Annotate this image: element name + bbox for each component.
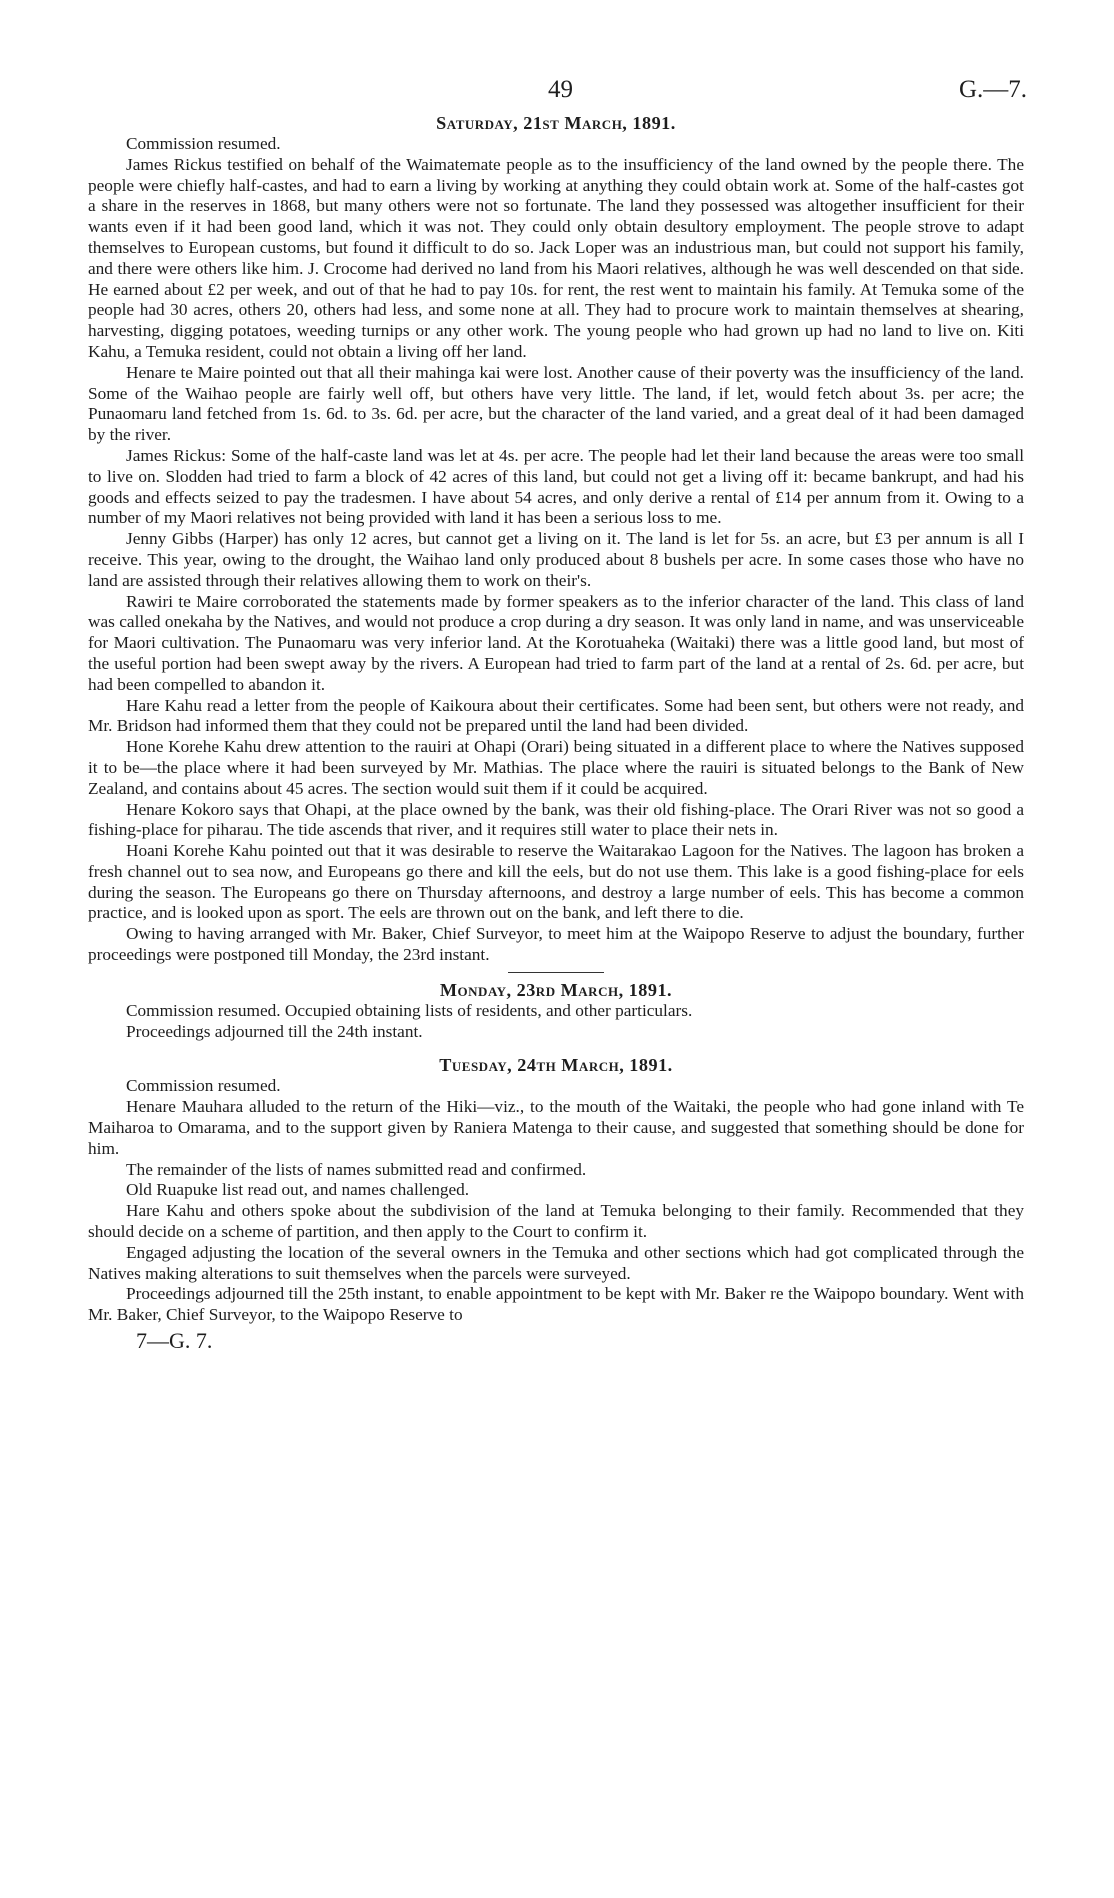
spacer bbox=[88, 1042, 1024, 1054]
paragraph: Jenny Gibbs (Harper) has only 12 acres, but cannot get a living on it. The land is let for 5s. an acre, but £3 per annum is all I receive. This year, owing to the drought, the Waihao land only produced about 8 bushels per acre. In some cases those who have no land are assisted through their relatives allowing them to work on their's. bbox=[88, 529, 1024, 590]
paragraph: Hare Kahu and others spoke about the subdivision of the land at Temuka belonging to their family. Recommended that they should decide on a scheme of partition, and then apply to the Court to confirm it. bbox=[88, 1201, 1024, 1242]
paragraph: Proceedings adjourned till the 25th instant, to enable appointment to be kept with Mr. Baker re the Waipopo boundary. Went with Mr. Baker, Chief Surveyor, to the Waipopo Reserve to bbox=[88, 1284, 1024, 1325]
paragraph: Engaged adjusting the location of the several owners in the Temuka and other sections which had got complicated through the Natives making alterations to suit themselves when the parcels were surveyed. bbox=[88, 1242, 1024, 1283]
document-page bbox=[88, 68, 1027, 1354]
paragraph: Old Ruapuke list read out, and names challenged. bbox=[126, 1180, 470, 1200]
paragraph: Commission resumed. bbox=[126, 134, 281, 153]
paragraph: Hoani Korehe Kahu pointed out that it was desirable to reserve the Waitarakao Lagoon for the Natives. The lagoon has broken a fresh channel out to sea now, and Europeans go there and kill the eels, but do not use them. This lake is a good fishing-place for eels during the season. The Europeans go there on Thursday afternoons, and destroy a large number of eels. This has become a common practice, and is looked upon as sport. The eels are thrown out on the bank, and left there to die. bbox=[88, 841, 1024, 923]
paragraph: Henare Kokoro says that Ohapi, at the place owned by the bank, was their old fishing-place. The Orari River was not so good a fishing-place for piharau. The tide ascends that river, and it requires still water to place their nets in. bbox=[88, 799, 1024, 840]
paragraph: Commission resumed. Occupied obtaining lists of residents, and other particulars. bbox=[126, 1000, 693, 1020]
section-monday bbox=[88, 979, 1024, 1043]
section-tuesday bbox=[88, 1054, 1024, 1326]
paper-reference: G.—7. bbox=[958, 76, 1027, 103]
paragraph: Henare Mauhara alluded to the return of the Hiki—viz., to the mouth of the Waitaki, the people who had gone inland with Te Maiharoa to Omarama, and to the support given by Raniera Matenga to their cause, and suggested that something should be done for him. bbox=[88, 1097, 1024, 1158]
paragraph: Commission resumed. bbox=[126, 1076, 281, 1096]
signature-mark: 7—G. 7. bbox=[136, 1328, 213, 1354]
page-number: 49 bbox=[548, 76, 573, 103]
section-date-heading: Tuesday, 24th March, 1891. bbox=[439, 1055, 673, 1076]
section-divider bbox=[508, 972, 604, 973]
paragraph: Rawiri te Maire corroborated the statements made by former speakers as to the inferior character of the land. This class of land was called onekaha by the Natives, and would not produce a crop during a dry season. It was only land in name, and was unserviceable for Maori cultivation. The Punaomaru was very inferior land. At the Korotuaheka (Waitaki) there was a little good land, but most of the useful portion had been swept away by the rivers. A European had tried to farm part of the land at a rental of 2s. 6d. per acre, but had been compelled to abandon it. bbox=[88, 591, 1024, 694]
section-date-heading: Saturday, 21st March, 1891. bbox=[436, 113, 676, 133]
paragraph: Hone Korehe Kahu drew attention to the rauiri at Ohapi (Orari) being situated in a different place to where the Natives supposed it to be—the place where it had been surveyed by Mr. Mathias. The place where the rauiri is situated belongs to the Bank of New Zealand, and contains about 45 acres. The section would suit them if it could be acquired. bbox=[88, 737, 1024, 798]
paragraph: Henare te Maire pointed out that all their mahinga kai were lost. Another cause of their poverty was the insufficiency of the land. Some of the Waihao people are fairly well off, but others have very little. The land, if let, would fetch about 3s. per acre; the Punaomaru land fetched from 1s. 6d. to 3s. 6d. per acre, but the character of the land varied, and a great deal of it had been damaged by the river. bbox=[88, 362, 1024, 445]
paragraph: The remainder of the lists of names submitted read and confirmed. bbox=[126, 1159, 587, 1179]
paragraph: Proceedings adjourned till the 24th instant. bbox=[126, 1021, 423, 1041]
paragraph: Hare Kahu read a letter from the people of Kaikoura about their certificates. Some had been sent, but others were not ready, and Mr. Bridson had informed them that they could not be prepared until the land had been divided. bbox=[88, 695, 1024, 736]
running-header bbox=[88, 68, 1027, 112]
paragraph: Owing to having arranged with Mr. Baker, Chief Surveyor, to meet him at the Waipopo Reserve to adjust the boundary, further proceedings were postponed till Monday, the 23rd instant. bbox=[88, 924, 1024, 965]
paragraph: James Rickus testified on behalf of the Waimatemate people as to the insufficiency of the land owned by the people there. The people were chiefly half-castes, and had to earn a living by working at anything they could obtain work at. Some of the half-castes got a share in the reserves in 1868, but many others were not so fortunate. The land they possessed was altogether insufficient for their wants even if it had been good land, which it was not. They could only obtain desultory employment. The people strove to adapt themselves to European customs, but found it difficult to do so. Jack Loper was an industrious man, but could not support his family, and there were others like him. J. Crocome had derived no land from his Maori relatives, although he was well descended on that side. He earned about £2 per week, and out of that he had to pay 10s. for rent, the rest went to maintain his family. At Temuka some of the people had 30 acres, others 20, others had less, and some none at all. They had to procure work to maintain themselves at shearing, harvesting, digging potatoes, weeding turnips or any other work. The young people who had grown up had no land to live on. Kiti Kahu, a Temuka resident, could not obtain a living off her land. bbox=[88, 154, 1024, 361]
section-date-heading: Monday, 23rd March, 1891. bbox=[439, 979, 673, 1000]
section-saturday bbox=[88, 112, 1024, 966]
paragraph: James Rickus: Some of the half-caste land was let at 4s. per acre. The people had let their land because the areas were too small to live on. Slodden had tried to farm a block of 42 acres of this land, but could not get a living off it: became bankrupt, and had his goods and effects seized to pay the tradesmen. I have about 54 acres, and only derive a rental of £14 per annum from it. Owing to a number of my Maori relatives not being provided with land it has been a serious loss to me. bbox=[88, 445, 1024, 528]
